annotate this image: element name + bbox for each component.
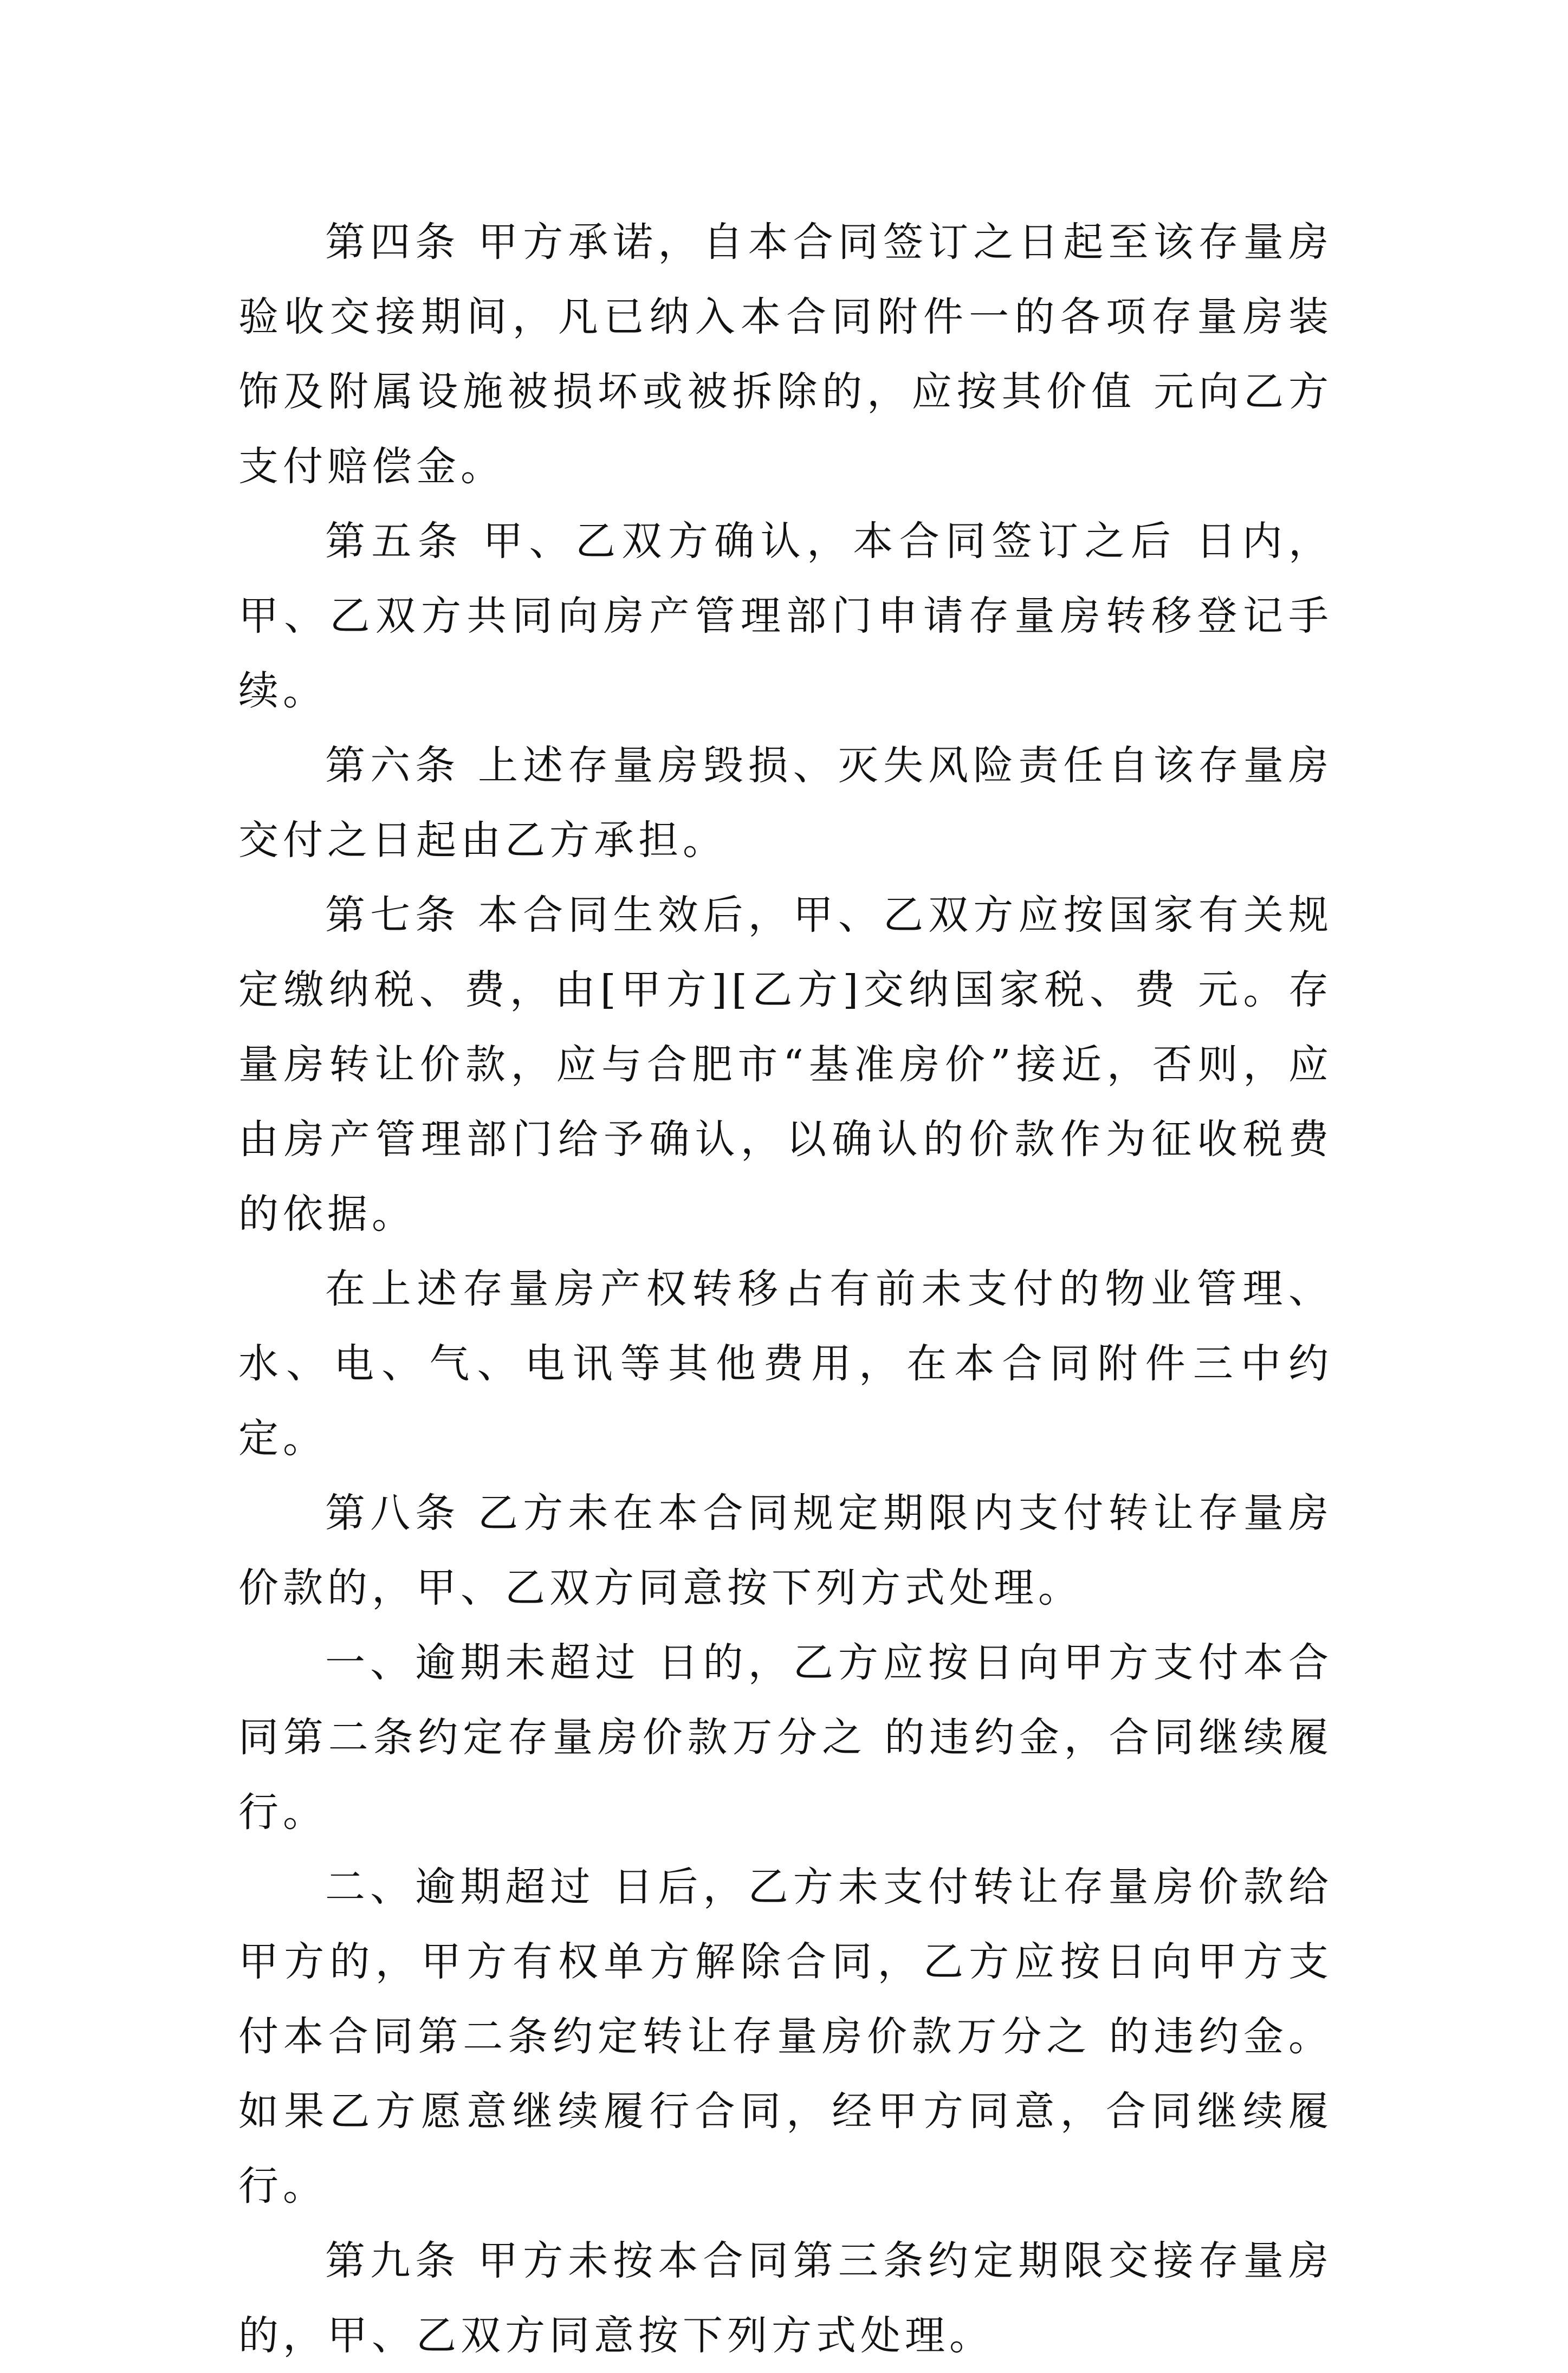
clause-9-paragraph: 第九条 甲方未按本合同第三条约定期限交接存量房的，甲、乙双方同意按下列方式处理。 bbox=[238, 2238, 1333, 2359]
clause-4-paragraph: 第四条 甲方承诺，自本合同签订之日起至该存量房验收交接期间，凡已纳入本合同附件一的各项存量房装饰及附属设施被损坏或被拆除的，应按其价值 元向乙方支付赔偿金。 bbox=[238, 219, 1333, 490]
clause-7-paragraph: 第七条 本合同生效后，甲、乙双方应按国家有关规定缴纳税、费，由[甲方][乙方]交纳国家税、费 元。存量房转让价款，应与合肥市“基准房价”接近，否则，应由房产管理部门给予确认，以确认的价款作为征收税费的依据。 bbox=[238, 892, 1333, 1237]
clause-6-paragraph: 第六条 上述存量房毁损、灭失风险责任自该存量房交付之日起由乙方承担。 bbox=[238, 742, 1333, 864]
clause-8-item-1-paragraph: 一、逾期未超过 日的，乙方应按日向甲方支付本合同第二条约定存量房价款万分之 的违约金，合同继续履行。 bbox=[238, 1639, 1333, 1836]
clause-8-paragraph: 第八条 乙方未在本合同规定期限内支付转让存量房价款的，甲、乙双方同意按下列方式处理。 bbox=[238, 1490, 1333, 1611]
clause-5-paragraph: 第五条 甲、乙双方确认，本合同签订之后 日内，甲、乙双方共同向房产管理部门申请存量房转移登记手续。 bbox=[238, 518, 1333, 714]
clause-8-item-2-paragraph: 二、逾期超过 日后，乙方未支付转让存量房价款给甲方的，甲方有权单方解除合同，乙方应按日向甲方支付本合同第二条约定转让存量房价款万分之 的违约金。如果乙方愿意继续履行合同，经甲方同意，合同继续履行。 bbox=[238, 1864, 1333, 2209]
clause-7-supplement-paragraph: 在上述存量房产权转移占有前未支付的物业管理、水、电、气、电讯等其他费用，在本合同附件三中约定。 bbox=[238, 1266, 1333, 1462]
document-body bbox=[238, 205, 1333, 2373]
